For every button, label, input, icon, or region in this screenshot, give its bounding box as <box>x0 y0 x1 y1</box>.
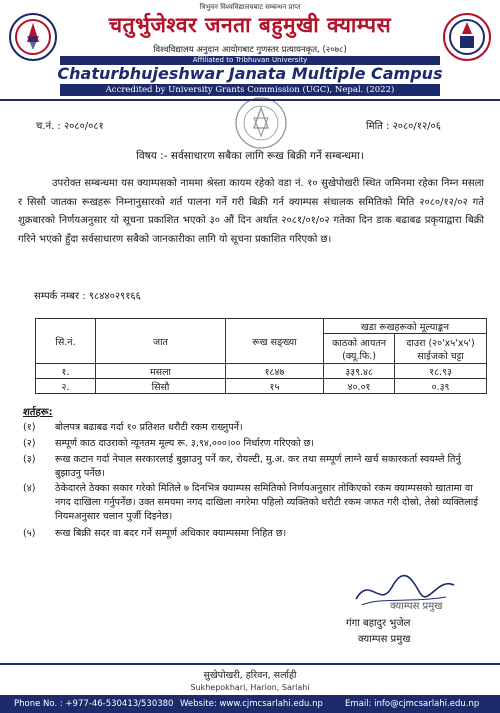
cell-species: मसला <box>96 364 226 379</box>
cell-sn: १. <box>36 364 96 379</box>
header-tree-count: रूख सङ्ख्या <box>226 319 324 364</box>
cell-sn: २. <box>36 379 96 394</box>
footer-address-en: Sukhepokhari, Harion, Sarlahi <box>190 683 310 692</box>
cell-timber: ३३९.४८ <box>324 364 395 379</box>
campus-seal-watermark <box>234 96 288 150</box>
campus-title-en: Chaturbhujeshwar Janata Multiple Campus <box>57 64 443 83</box>
cell-species: सिसौ <box>96 379 226 394</box>
condition-item <box>23 527 483 541</box>
signatory-title: क्याम्पस प्रमुख <box>358 634 411 645</box>
letter-subject: विषय :- सर्वसाधारण सबैका लागि रूख बिक्री गर्ने सम्बन्धमा। <box>136 150 364 162</box>
header-sn: सि.नं. <box>36 319 96 364</box>
table-row <box>36 379 487 394</box>
condition-number: (५) <box>23 528 36 539</box>
contact-number: सम्पर्क नम्बर : ९८४४०२९१६६ <box>34 291 141 302</box>
table-row <box>36 364 487 379</box>
condition-text: रूख बिक्री सदर वा बदर गर्ने सम्पूर्ण अधिकार क्याम्पसमा निहित छ। <box>55 528 287 539</box>
accreditation-np: विश्वविद्यालय अनुदान आयोगबाट गुणस्तर प्रत्यायनकृत, (२०७८) <box>153 45 347 55</box>
condition-number: (४) <box>23 483 36 494</box>
condition-number: (१) <box>23 422 36 433</box>
tree-valuation-table <box>35 318 487 394</box>
campus-title-np: चतुर्भुजेश्वर जनता बहुमुखी क्याम्पस <box>108 13 392 37</box>
reference-number: च.नं. : २०८०/०८१ <box>36 121 104 132</box>
affiliation-en: Affiliated to Tribhuvan University <box>60 56 440 65</box>
header-valuation-group: खडा रूखहरूको मूल्याङ्कन <box>324 319 487 334</box>
stamp-text: क्याम्पस प्रमुख <box>390 601 443 612</box>
condition-item <box>23 482 483 524</box>
footer-phone: Phone No. : +977-46-530413/530380 <box>14 699 174 709</box>
conditions-heading: शर्तहरू: <box>23 407 53 418</box>
letter-date: मिति : २०८०/१२/०६ <box>366 121 441 132</box>
affiliation-np: त्रिभुवन विश्वविद्यालयबाट सम्बन्धन प्राप्त <box>199 3 301 11</box>
header-firewood-stack: दाउरा (२०'x५'x५') साईजको चट्टा <box>395 334 487 364</box>
condition-item <box>23 421 483 435</box>
footer-website[interactable]: Website: www.cjmcsarlahi.edu.np <box>180 699 323 709</box>
condition-item <box>23 453 483 481</box>
footer-divider <box>0 663 500 665</box>
cell-count: १५ <box>226 379 324 394</box>
cell-firewood: ०.३९ <box>395 379 487 394</box>
signature-stamp <box>350 569 460 613</box>
header-timber-volume: काठको आयतन (क्यू.फि.) <box>324 334 395 364</box>
condition-text: रूख कटान गर्दा नेपाल सरकारलाई बुझाउनु पर्ने कर, रोयल्टी, मु.अ. कर तथा सम्पूर्ण लाग्ने खर्च सकारकर्ता स्वयम्ले तिर्नु बुझाउनु पर्नेछ। <box>55 454 461 479</box>
cell-count: १८४७ <box>226 364 324 379</box>
condition-text: सम्पूर्ण काठ दाउराको न्यूनतम मूल्य रू. ३,९४,०००।०० निर्धारण गरिएको छ। <box>55 438 315 449</box>
signatory-name: गंगा बहादुर भुजेल <box>346 618 411 629</box>
condition-number: (२) <box>23 438 36 449</box>
condition-item <box>23 437 483 451</box>
footer-contact-bar <box>0 695 500 713</box>
accreditation-en: Accredited by University Grants Commission (UGC), Nepal. (2022) <box>60 84 440 96</box>
condition-text: ठेकेदारले ठेक्का सकार गरेको मितिले ७ दिनभित्र क्याम्पस समितिको निर्णयअनुसार तोकिएको रकम क्याम्पसको खातामा वा नगद दाखिला गर्नुपर्नेछ। उक्त समयमा नगद दाखिला नगरेमा पहिलो व्यक्तिको धरौटी रकम जफत गरी दोस्रो, तेस्रो व्यक्तिलाई नियमअनुसार चलान पुर्जी दिइनेछ। <box>55 483 478 522</box>
cell-firewood: १८.९३ <box>395 364 487 379</box>
condition-text: बोलपत्र बढाबढ गर्दा १० प्रतिशत धरौटी रकम राख्नुपर्ने। <box>55 422 243 433</box>
cell-timber: ४०.०१ <box>324 379 395 394</box>
condition-number: (३) <box>23 454 36 465</box>
footer-email[interactable]: Email: info@cjmcsarlahi.edu.np <box>345 699 480 709</box>
footer-address-np: सुखेपोखरी, हरिवन, सर्लाही <box>203 670 297 681</box>
header-species: जात <box>96 319 226 364</box>
letter-body: उपरोक्त सम्बन्धमा यस क्याम्पसको नाममा श्रेस्ता कायम रहेको वडा नं. १० सुखेपोखरी स्थित जमिनमा रहेका निम्न मसला र सिसौ जातका रूखहरू निम्नानुसारको शर्त पालना गर्ने गरी बिक्री गर्न क्याम्पस संचालक समितिको मिति २०८०/१२/०२ गते शुक्रबारको निर्णयअनुसार यो सूचना प्रकाशित भएको ३० औं दिन अर्थात २०८१/०१/०२ गतेका दिन डाक बढाबढ प्रकृयाद्वारा बिक्री गरिने भएको हुँदा सर्वसाधारण सबैको जानकारीका लागि यो सूचना प्रकाशित गरिएको छ। <box>18 178 484 245</box>
